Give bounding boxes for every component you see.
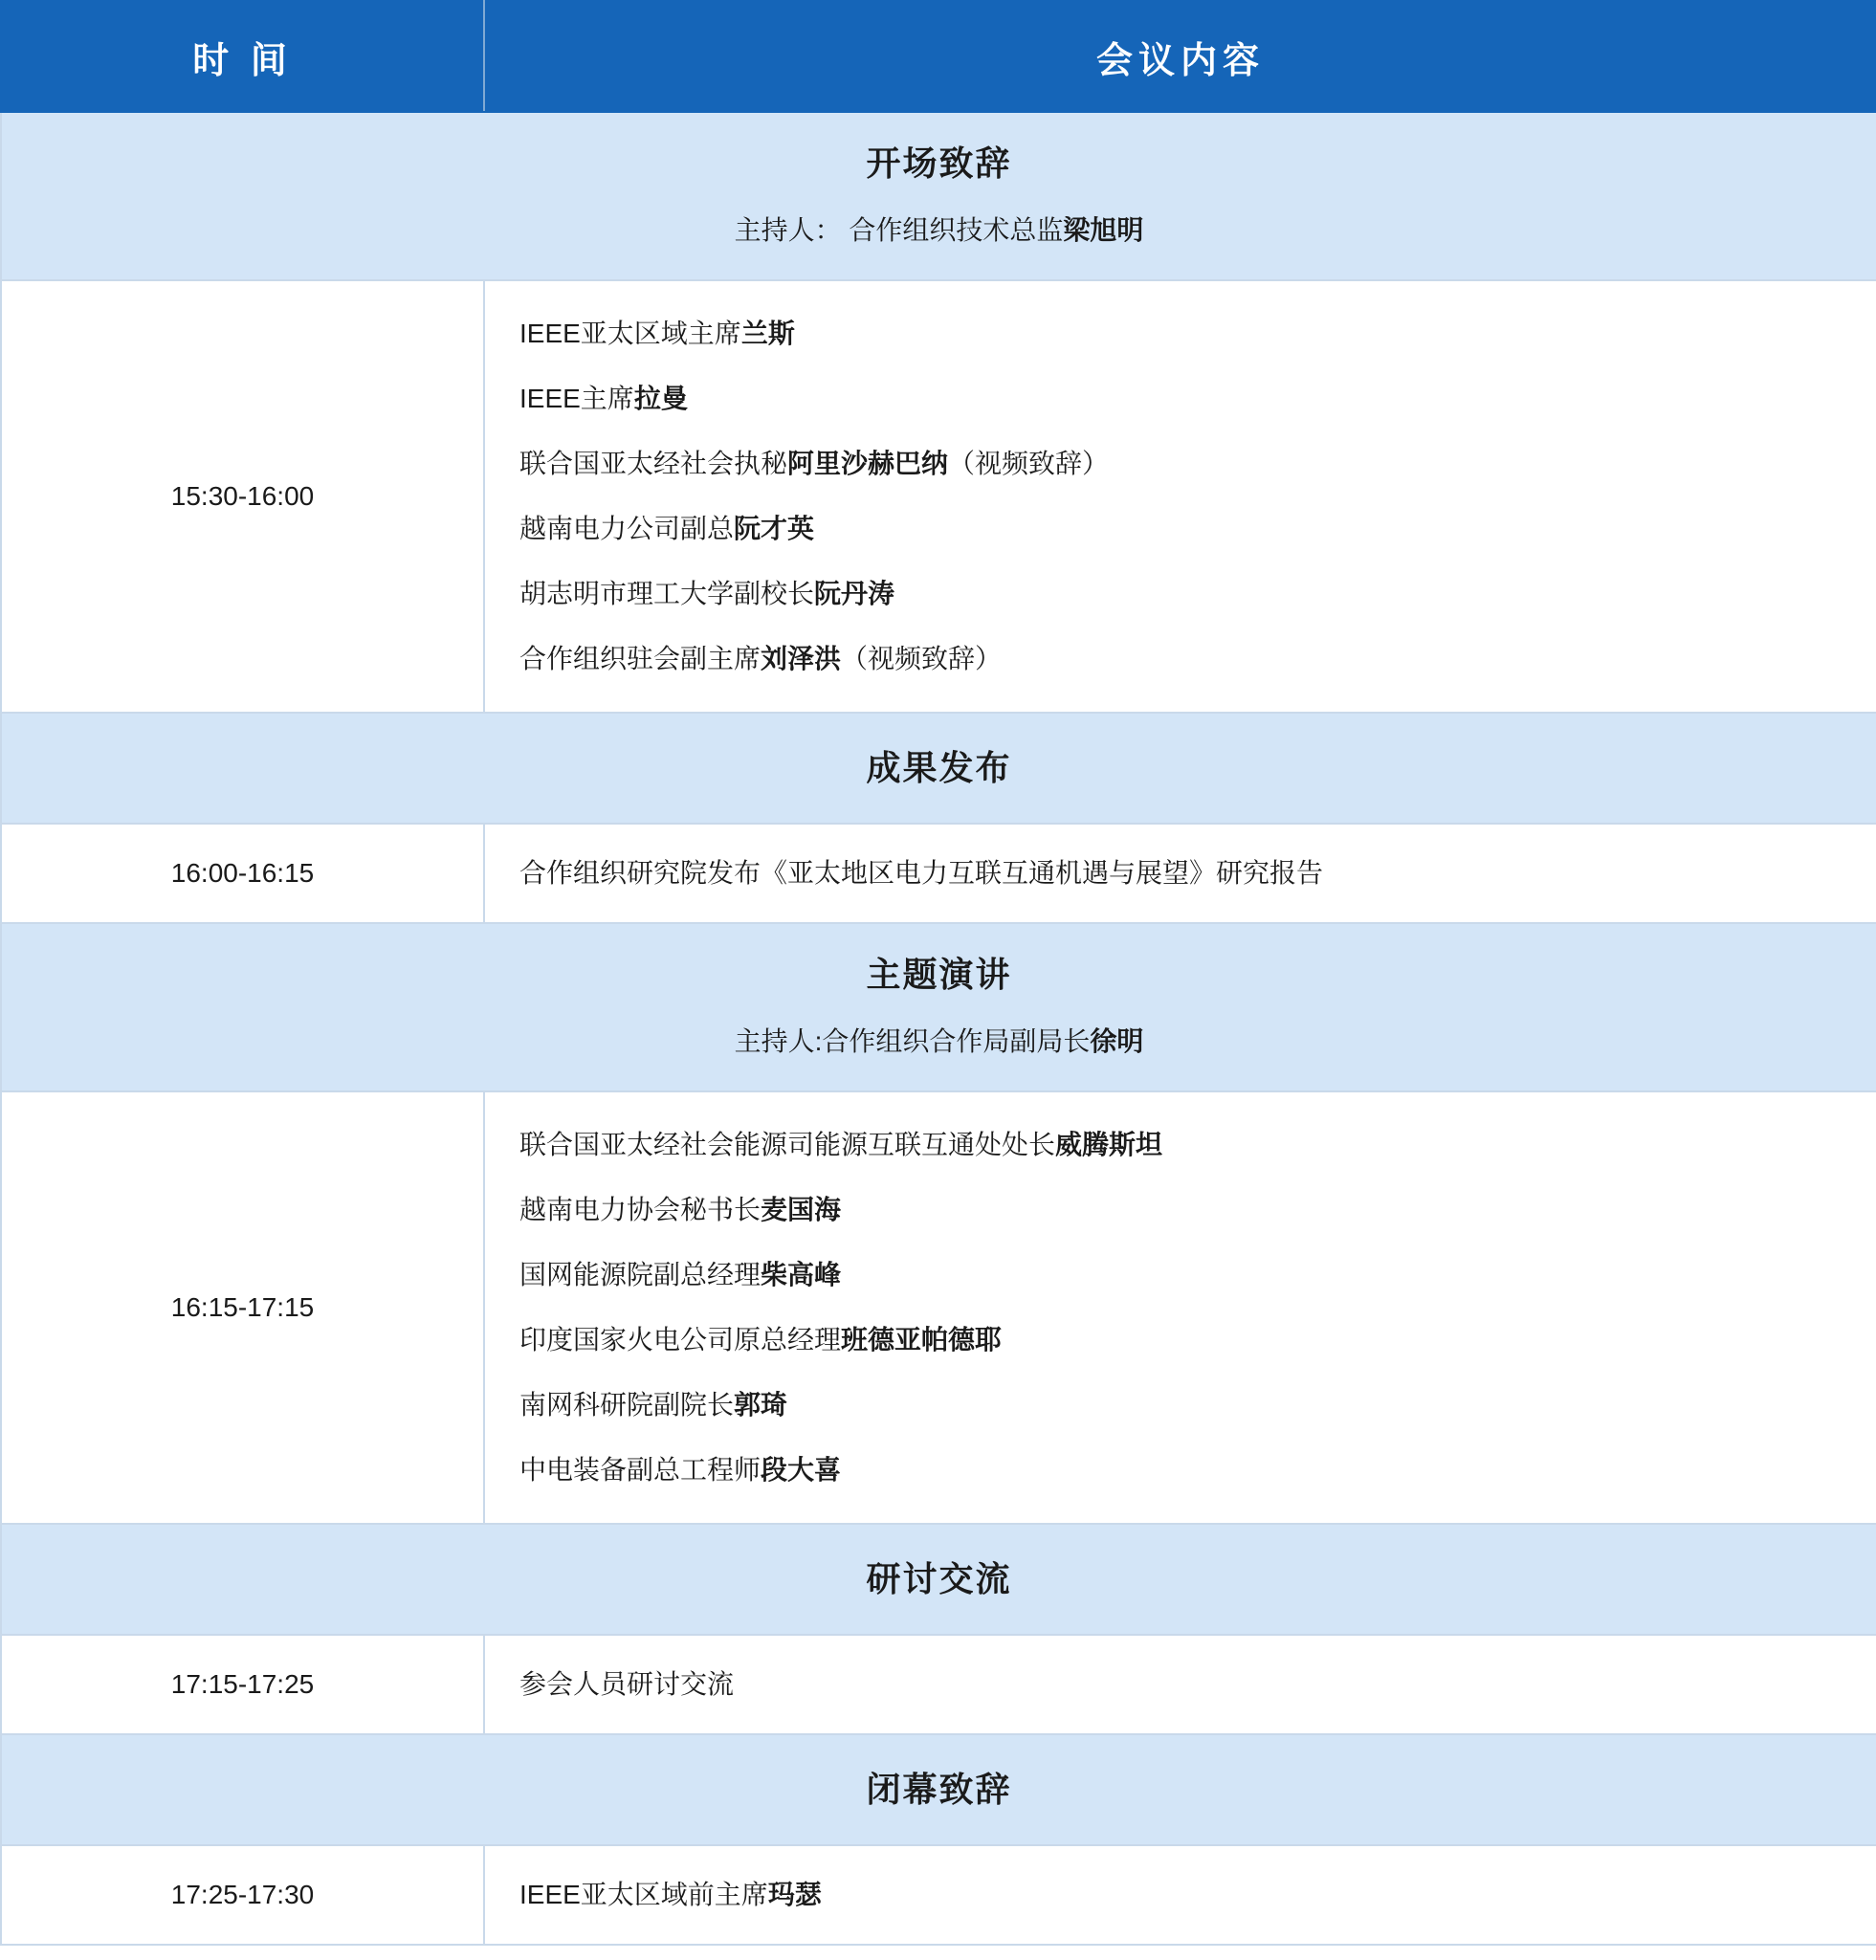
line-speaker-name: 麦国海 — [761, 1195, 842, 1224]
line-speaker-name: 阿里沙赫巴纳 — [787, 449, 949, 478]
column-header-content: 会议内容 — [484, 1, 1876, 112]
line-speaker-name: 班德亚帕德耶 — [841, 1325, 1003, 1354]
section-title: 闭幕致辞 — [866, 1770, 1012, 1809]
agenda-content-line — [519, 1659, 1876, 1710]
agenda-content-line — [519, 496, 1876, 562]
section-host-prefix: 主持人： 合作组织技术总监 — [734, 215, 1064, 245]
line-speaker-name: 刘泽洪 — [761, 644, 842, 673]
line-speaker-name: 柴高峰 — [761, 1260, 842, 1289]
section-band — [1, 1524, 1876, 1635]
line-speaker-name: 威腾斯坦 — [1055, 1130, 1163, 1159]
line-text: IEEE主席 — [519, 384, 634, 413]
section-band — [1, 112, 1876, 280]
section-band-row — [1, 1524, 1876, 1635]
section-band — [1, 1734, 1876, 1845]
section-host-prefix: 主持人:合作组织合作局副局长 — [734, 1026, 1091, 1056]
section-host — [21, 210, 1857, 251]
agenda-row — [1, 280, 1876, 713]
agenda-content-cell — [484, 1635, 1876, 1734]
agenda-row — [1, 1091, 1876, 1524]
section-band — [1, 923, 1876, 1091]
section-title: 成果发布 — [866, 748, 1012, 787]
agenda-content-cell — [484, 1091, 1876, 1524]
line-speaker-name: 玛瑟 — [767, 1880, 822, 1909]
column-header-time: 时 间 — [1, 1, 484, 112]
line-speaker-name: 郭琦 — [734, 1390, 788, 1420]
agenda-content-cell — [484, 1845, 1876, 1945]
agenda-content-line — [519, 1438, 1876, 1494]
agenda-content-line — [519, 431, 1876, 496]
section-host — [21, 1022, 1857, 1062]
section-title: 开场致辞 — [866, 143, 1012, 183]
agenda-time-cell: 17:25-17:30 — [1, 1845, 484, 1945]
line-text: 越南电力公司副总 — [519, 514, 735, 543]
agenda-content-line — [519, 1243, 1876, 1308]
line-text: 印度国家火电公司原总经理 — [519, 1325, 842, 1354]
agenda-content-line — [519, 1178, 1876, 1243]
agenda-content-line — [519, 1308, 1876, 1373]
section-band — [1, 713, 1876, 824]
line-text: 合作组织研究院发布《亚太地区电力互联互通机遇与展望》研究报告 — [519, 858, 1324, 888]
line-speaker-name: 阮丹涛 — [814, 579, 895, 608]
agenda-body — [1, 112, 1876, 1945]
line-text: 胡志明市理工大学副校长 — [519, 579, 815, 608]
line-text: 联合国亚太经社会执秘 — [519, 449, 788, 478]
agenda-time-cell: 16:00-16:15 — [1, 824, 484, 923]
section-title: 研讨交流 — [866, 1559, 1012, 1598]
line-text: 参会人员研讨交流 — [519, 1669, 735, 1699]
table-header-row — [1, 1, 1876, 112]
agenda-content-line — [519, 1373, 1876, 1438]
line-text: 合作组织驻会副主席 — [519, 644, 761, 673]
line-text: 越南电力协会秘书长 — [519, 1195, 761, 1224]
line-suffix: （视频致辞） — [948, 449, 1110, 478]
section-host-name: 梁旭明 — [1063, 215, 1144, 245]
section-band-row — [1, 713, 1876, 824]
agenda-content-line — [519, 848, 1876, 899]
agenda-content-line — [519, 1869, 1876, 1921]
section-title: 主题演讲 — [866, 955, 1012, 994]
line-text: 国网能源院副总经理 — [519, 1260, 761, 1289]
agenda-time-cell: 15:30-16:00 — [1, 280, 484, 713]
agenda-content-line — [519, 366, 1876, 431]
line-speaker-name: 兰斯 — [740, 319, 795, 348]
agenda-content-line — [519, 1121, 1876, 1178]
line-text: IEEE亚太区域主席 — [519, 319, 741, 348]
agenda-content-cell — [484, 824, 1876, 923]
section-band-row — [1, 112, 1876, 280]
agenda-content-line — [519, 627, 1876, 683]
section-band-row — [1, 1734, 1876, 1845]
section-host-name: 徐明 — [1090, 1026, 1144, 1056]
line-speaker-name: 阮才英 — [734, 514, 815, 543]
agenda-content-line — [519, 562, 1876, 627]
line-text: 联合国亚太经社会能源司能源互联互通处处长 — [519, 1130, 1056, 1159]
line-text: 中电装备副总工程师 — [519, 1455, 761, 1485]
line-text: IEEE亚太区域前主席 — [519, 1880, 768, 1909]
section-band-row — [1, 923, 1876, 1091]
line-text: 南网科研院副院长 — [519, 1390, 735, 1420]
agenda-time-cell: 16:15-17:15 — [1, 1091, 484, 1524]
line-speaker-name: 拉曼 — [633, 384, 688, 413]
agenda-row — [1, 1845, 1876, 1945]
agenda-time-cell: 17:15-17:25 — [1, 1635, 484, 1734]
agenda-row — [1, 824, 1876, 923]
agenda-row — [1, 1635, 1876, 1734]
line-suffix: （视频致辞） — [841, 644, 1003, 673]
line-speaker-name: 段大喜 — [761, 1455, 842, 1485]
agenda-content-line — [519, 310, 1876, 366]
agenda-content-cell — [484, 280, 1876, 713]
